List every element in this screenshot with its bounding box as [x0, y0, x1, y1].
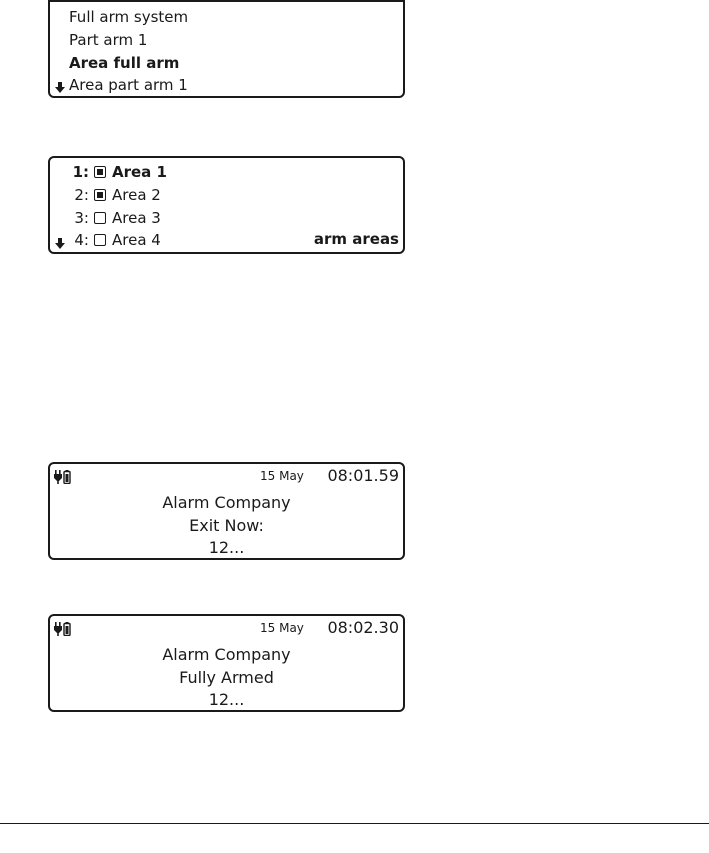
status-message: Exit Now: [189, 516, 264, 535]
area-number: 2: [74, 186, 89, 204]
battery-icon [64, 622, 70, 636]
status-message: Fully Armed [179, 668, 274, 687]
area-label: Area 3 [112, 209, 161, 227]
arm-options-menu-display [48, 0, 405, 98]
area-label: Area 2 [112, 186, 161, 204]
date-readout: 15 May [260, 621, 304, 635]
menu-item-part-arm-1[interactable]: Part arm 1 [69, 31, 148, 49]
down-arrow-icon [55, 82, 65, 93]
countdown-text: 12... [208, 690, 245, 709]
exit-now-display [48, 462, 405, 560]
time-readout: 08:01.59 [327, 466, 399, 485]
countdown-text: 12... [208, 538, 245, 557]
area-label: Area 1 [112, 163, 167, 181]
area-label: Area 4 [112, 231, 161, 249]
fully-armed-display [48, 614, 405, 712]
company-name: Alarm Company [162, 493, 291, 512]
menu-item-full-arm-system[interactable]: Full arm system [69, 8, 189, 26]
menu-item-area-part-arm-1[interactable]: Area part arm 1 [69, 76, 188, 94]
unchecked-box-icon[interactable] [94, 212, 106, 224]
arm-areas-softkey[interactable]: arm areas [313, 230, 399, 248]
area-row-2[interactable] [59, 184, 161, 206]
battery-icon [64, 470, 70, 484]
area-number: 3: [74, 209, 89, 227]
checked-box-icon[interactable] [94, 189, 106, 201]
area-number: 4: [74, 231, 89, 249]
time-readout: 08:02.30 [327, 618, 399, 637]
area-row-3[interactable] [59, 207, 161, 229]
area-row-4[interactable] [59, 229, 161, 251]
mains-plug-icon [54, 622, 62, 636]
checked-box-icon[interactable] [94, 166, 106, 178]
area-row-1[interactable] [59, 161, 167, 183]
mains-battery-status-icon [54, 622, 74, 636]
date-readout: 15 May [260, 469, 304, 483]
company-name: Alarm Company [162, 645, 291, 664]
unchecked-box-icon[interactable] [94, 234, 106, 246]
mains-battery-status-icon [54, 470, 74, 484]
area-selection-display [48, 156, 405, 254]
menu-item-area-full-arm[interactable]: Area full arm [69, 54, 180, 72]
down-arrow-icon [55, 238, 65, 249]
area-number: 1: [72, 163, 89, 181]
page-footer-divider [0, 823, 709, 824]
mains-plug-icon [54, 470, 62, 484]
